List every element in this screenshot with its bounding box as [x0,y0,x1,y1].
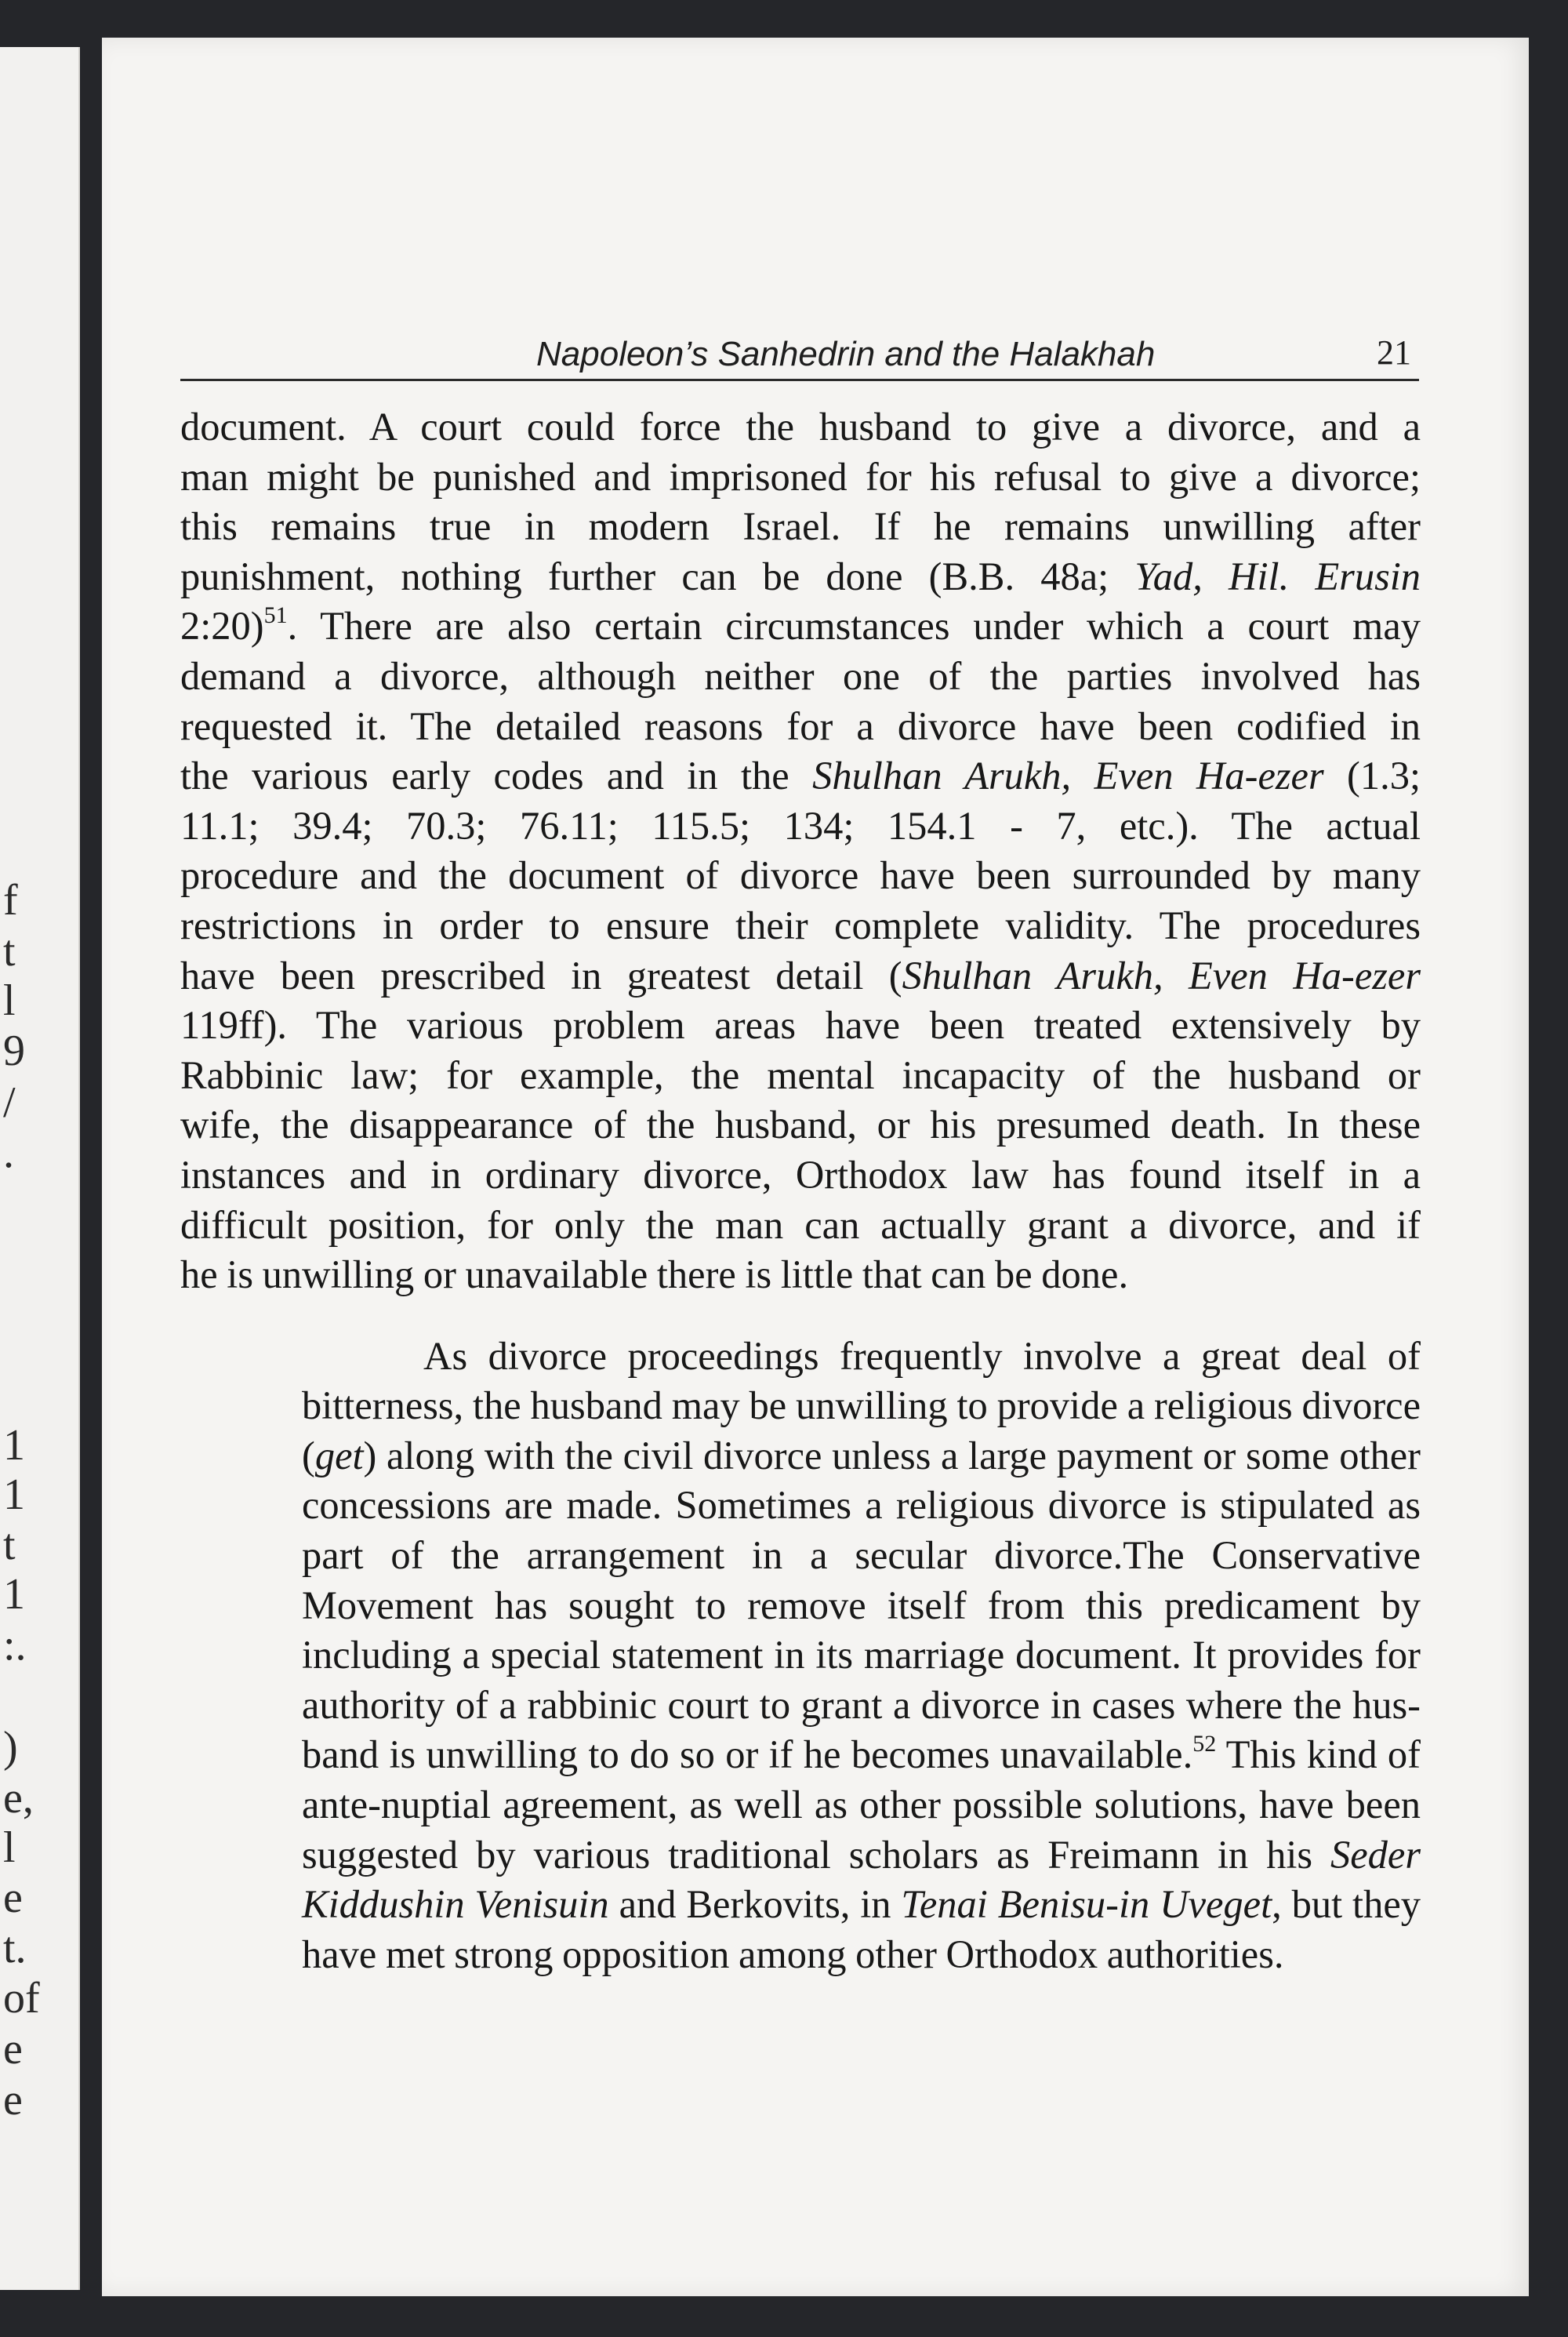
text-line: 2:20)$^{51}$. There are also certain circumstances under which a court may [180,602,1421,649]
text-line: difficult position, for only the man can actually grant a divorce, and if [180,1202,1421,1247]
text-line: including a special statement in its marriage document. It provides for [302,1633,1421,1677]
left-fragment: e, [3,1774,34,1823]
text-line: bitterness, the husband may be unwilling to provide a religious divorce [302,1383,1421,1428]
book-page [102,38,1529,2296]
text-line: man might be punished and imprisoned for his refusal to give a divorce; [180,454,1421,499]
left-fragment: :. [3,1621,27,1670]
text-line: Kiddushin Venisuin and Berkovits, in Tenai Benisu-in Uveget, but they [302,1882,1421,1927]
left-fragment: f [3,876,18,925]
text-line: demand a divorce, although neither one of the parties involved has [180,653,1421,698]
left-fragment: l [3,1823,16,1872]
text-line: band is unwilling to do so or if he becomes unavailable.$^{52}$ This kind of [302,1730,1421,1777]
running-header [180,316,1419,381]
left-fragment: . [3,1129,14,1177]
left-fragment: t [3,927,16,976]
text-line: the various early codes and in the Shulhan Arukh, Even Ha-ezer (1.3; [180,754,1421,798]
paragraph [180,402,1421,1300]
left-fragment: l [3,976,16,1025]
text-line: concessions are made. Sometimes a religious divorce is stipulated as [302,1483,1421,1528]
left-fragment: 1 [3,1470,25,1519]
left-fragment: of [3,1974,40,2023]
left-fragment: e [3,2025,23,2073]
adjacent-page [0,47,80,2290]
page-number: 21 [1377,333,1411,372]
text-line: procedure and the document of divorce have been surrounded by many [180,853,1421,898]
text-line: he is unwilling or unavailable there is little that can be done. [180,1252,1129,1297]
left-fragment: t [3,1521,16,1569]
left-fragment: e [3,1874,23,1922]
left-fragment: / [3,1078,16,1127]
left-fragment: e [3,2076,23,2124]
left-fragment: 1 [3,1570,25,1619]
term-italic: get [314,1433,364,1477]
text-line: wife, the disappearance of the husband, or his presumed death. In these [180,1103,1421,1147]
text-line: have been prescribed in greatest detail (Shulhan Arukh, Even Ha-ezer [180,953,1421,998]
left-fragment: t. [3,1924,27,1972]
text-line: 119ff). The various problem areas have been treated extensively by [180,1003,1421,1048]
citation-italic: Yad, Hil. Erusin [1134,554,1421,598]
citation-italic: Shulhan Arukh, Even Ha-ezer [812,754,1324,798]
text-line: have met strong opposition among other Orthodox authorities. [302,1932,1284,1976]
text-line: suggested by various traditional scholars as Freimann in his Seder [302,1832,1421,1877]
footnote-ref: 52 [1192,1730,1217,1757]
text-line: requested it. The detailed reasons for a divorce have been codified in [180,703,1421,748]
text-line: document. A court could force the husband to give a divorce, and a [180,405,1421,449]
text-line: instances and in ordinary divorce, Orthodox law has found itself in a [180,1152,1421,1197]
text-line: ante-nuptial agreement, as well as other possible solutions, have been [302,1783,1421,1827]
text-line: this remains true in modern Israel. If he remains unwilling after [180,504,1421,549]
text-line: authority of a rabbinic court to grant a divorce in cases where the hus- [302,1682,1421,1727]
left-fragment: ) [3,1723,18,1772]
left-fragment: 9 [3,1027,25,1075]
title-italic: Seder [1330,1832,1421,1877]
text-line: punishment, nothing further can be done (B.B. 48a; Yad, Hil. Erusin [180,554,1421,598]
text-line: Rabbinic law; for example, the mental incapacity of the husband or [180,1052,1421,1097]
body-text [180,402,1421,1979]
text-line: Movement has sought to remove itself from this predicament by [302,1583,1421,1627]
footnote-ref: 51 [263,602,288,628]
title-italic: Kiddushin Venisuin [302,1882,609,1927]
running-title: Napoleon’s Sanhedrin and the Halakhah [536,335,1156,373]
text-line: (get) along with the civil divorce unless a large payment or some other [302,1433,1421,1477]
text-line: part of the arrangement in a secular divorce.The Conservative [302,1533,1421,1578]
text-line: As divorce proceedings frequently involve a great deal of [423,1333,1421,1378]
text-line: restrictions in order to ensure their complete validity. The procedures [180,903,1421,947]
title-italic: Tenai Benisu-in Uveget [901,1882,1272,1927]
text-line: 11.1; 39.4; 70.3; 76.11; 115.5; 134; 154.1 - 7, etc.). The actual [180,803,1421,848]
left-fragment: 1 [3,1421,25,1470]
paragraph [180,1332,1421,1980]
citation-italic: Shulhan Arukh, Even Ha-ezer [902,953,1421,998]
